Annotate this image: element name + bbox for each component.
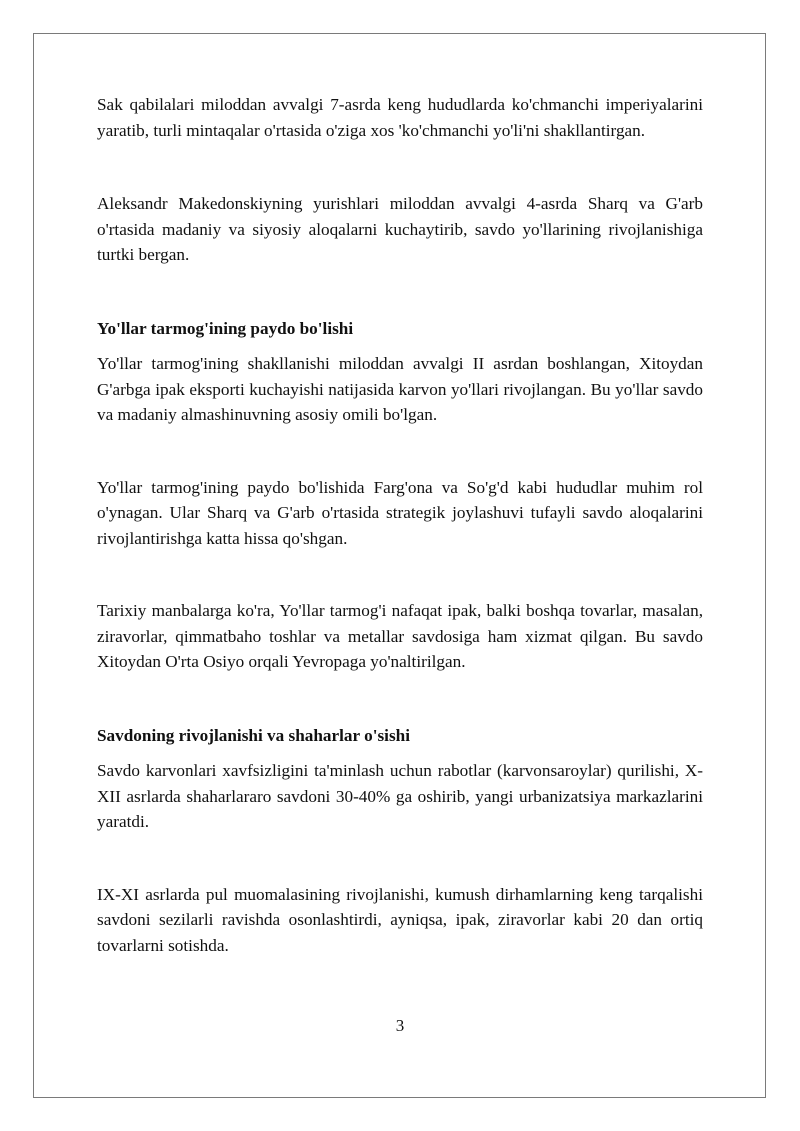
paragraph-caravanserais: Savdo karvonlari xavfsizligini ta'minlash uchun rabotlar (karvonsaroylar) qurilishi, X-XII asrlarda shaharlararo savdoni 30-40% ga oshirib, yangi urbanizatsiya markazlarini yaratdi. [97,761,703,831]
paragraph-fergana-sogd: Yo'llar tarmog'ining paydo bo'lishida Farg'ona va So'g'd kabi hududlar muhim rol o'ynagan. Ular Sharq va G'arb o'rtasida strategik joylashuvi tufayli savdo aloqalarini rivojlantirishga katta hissa qo'shgan. [97,477,703,548]
page-number: 3 [395,1016,405,1035]
paragraph-saka-tribes: Sak qabilalari miloddan avvalgi 7-asrda keng hududlarda ko'chmanchi imperiyalarini yaratib, turli mintaqalar o'rtasida o'ziga xos 'ko'chmanchi yo'li'ni shakllantirgan. [97,95,703,140]
paragraph-network-formation: Yo'llar tarmog'ining shakllanishi miloddan avvalgi II asrdan boshlangan, Xitoydan G'arbga ipak eksporti kuchayishi natijasida karvon yo'llari rivojlangan. Bu yo'llar savdo va madaniy almashinuvning asosiy omili bo'lgan. [97,354,703,424]
paragraph-money-circulation: IX-XI asrlarda pul muomalasining rivojlanishi, kumush dirhamlarning keng tarqalishi savdoni sezilarli ravishda osonlashtirdi, ayniqsa, ipak, ziravorlar kabi 20 dan ortiq tovarlarni sotishda. [97,884,703,955]
paragraph-historical-sources: Tarixiy manbalarga ko'ra, Yo'llar tarmog'i nafaqat ipak, balki boshqa tovarlar, masalan, ziravorlar, qimmatbaho toshlar va metallar savdosiga ham xizmat qilgan. Bu savdo Xitoydan O'rta Osiyo orqali Yevropaga yo'naltirilgan. [97,601,703,671]
section-heading-trade-cities: Savdoning rivojlanishi va shaharlar o'sishi [97,725,410,745]
page-content [97,92,703,958]
paragraph-alexander-campaigns: Aleksandr Makedonskiyning yurishlari miloddan avvalgi 4-asrda Sharq va G'arb o'rtasida madaniy va siyosiy aloqalarni kuchaytirib, savdo yo'llarining rivojlanishiga turtki bergan. [97,194,703,264]
section-heading-road-network: Yo'llar tarmog'ining paydo bo'lishi [97,318,354,338]
